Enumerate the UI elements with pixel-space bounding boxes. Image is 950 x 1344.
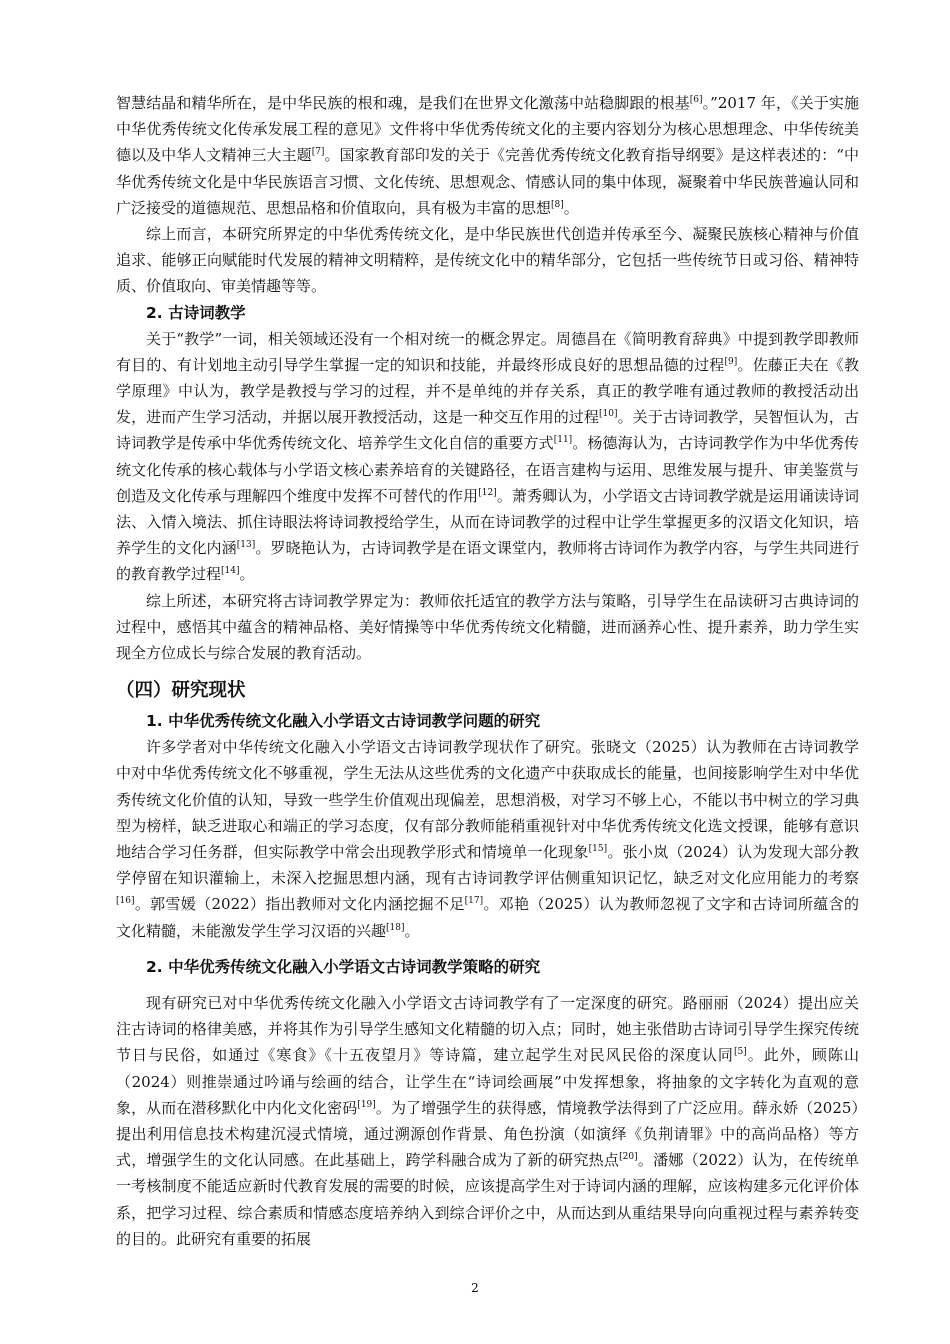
citation-superscript: [13] — [236, 540, 256, 551]
heading-poetry-teaching: 2. 古诗词教学 — [146, 303, 246, 322]
citation-superscript: [16] — [116, 896, 135, 907]
citation-superscript: [19] — [357, 1099, 376, 1110]
page-number: 2 — [471, 1281, 479, 1295]
heading-problem-research: 1. 中华优秀传统文化融入小学语文古诗词教学问题的研究 — [146, 712, 541, 731]
citation-superscript: [17] — [464, 896, 484, 907]
citation-superscript: [5] — [733, 1047, 747, 1058]
paragraph-strategy-research: 现有研究已对中华优秀传统文化融入小学语文古诗词教学有了一定深度的研究。路丽丽（2024）提出应关注古诗词的格律美感，并将其作为引导学生感知文化精髓的切入点；同时，她主张借助古诗词引导学生探究传统节日与民俗，如通过《寒食》《十五夜望月》等诗篇，建立起学生对民风民俗的深度认同[5]。此外，顾陈山（2024）则推崇通过吟诵与绘画的结合，让学生在“诗词绘画展”中发挥想象，将抽象的文字转化为直观的意象，从而在潜移默化中内化文化密码[19]。为了增强学生的获得感，情境教学法得到了广泛应用。薛永娇（2025）提出利用信息技术构建沉浸式情境，通过溯源创作背景、角色扮演（如演绎《负荆请罪》中的高尚品格）等方式，增强学生的文化认同感。在此基础上，跨学科融合成为了新的研究热点[20]。潘娜（2022）认为，在传统单一考核制度不能适应新时代教育发展的需要的时候，应该提高学生对于诗词内涵的理解，应该构建多元化评价体系，把学习过程、综合素质和情感态度培养纳入到综合评价之中，从而达到从重结果导向向重视过程与素养转变的目的。此研究有重要的拓展 — [116, 993, 859, 1248]
paragraph-problem-research: 许多学者对中华传统文化融入小学语文古诗词教学现状作了研究。张晓文（2025）认为教师在古诗词教学中对中华优秀传统文化不够重视，学生无法从这些优秀的文化遗产中获取成长的能量，也间接影响学生对中华优秀传统文化价值的认知，导致一些学生价值观出现偏差，思想消极，对学习不够上心，不能以书中树立的学习典型为榜样，缺乏进取心和端正的学习态度，仅有部分教师能稍重视针对中华优秀传统文化选文授课，能够有意识地结合学习任务群，但实际教学中常会出现教学形式和情境单一化现象[15]。张小岚（2024）认为发现大部分教学停留在知识灌输上，未深入挖掘思想内涵，现有古诗词教学评估侧重知识记忆，缺乏对文化应用能力的考察[16]。郭雪媛（2022）指出教师对文化内涵挖掘不足[17]。邓艳（2025）认为教师忽视了文字和古诗词所蕴含的文化精髓，未能激发学生学习汉语的兴趣[18]。 — [116, 738, 859, 940]
heading-strategy-research: 2. 中华优秀传统文化融入小学语文古诗词教学策略的研究 — [146, 957, 541, 976]
page-body — [116, 90, 859, 1252]
citation-superscript: [20] — [619, 1152, 638, 1163]
citation-superscript: [11] — [553, 435, 573, 446]
citation-superscript: [10] — [599, 409, 618, 420]
heading-research-status: （四）研究现状 — [116, 680, 246, 702]
citation-superscript: [12] — [478, 487, 497, 498]
citation-superscript: [15] — [588, 844, 608, 855]
citation-superscript: [8] — [551, 199, 564, 210]
citation-superscript: [6] — [689, 95, 703, 105]
paragraph-culture-summary: 综上而言，本研究所界定的中华优秀传统文化，是中华民族世代创造并传承至今、凝聚民族核心精神与价值追求、能够正向赋能时代发展的精神文明精粹，是传统文化中的精华部分，它包括一些传统节日或习俗、精神特质、价值取向、审美情趣等等。 — [116, 225, 859, 296]
citation-superscript: [9] — [724, 356, 738, 367]
citation-superscript: [14] — [221, 566, 240, 577]
citation-superscript: [18] — [386, 922, 405, 933]
citation-superscript: [7] — [311, 147, 325, 158]
paragraph-traditional-culture-definition: 智慧结晶和精华所在，是中华民族的根和魂，是我们在世界文化激荡中站稳脚跟的根基[6]。”2017 年，《关于实施中华优秀传统文化传承发展工程的意见》文件将中华优秀传统文化的主要内容划分为核心思想理念、中华传统美德以及中华人文精神三大主题[7]。国家教育部印发的关于《完善优秀传统文化教育指导纲要》是这样表述的：“中华优秀传统文化是中华民族语言习惯、文化传统、思想观念、情感认同的集中体现，凝聚着中华民族普遍认同和广泛接受的道德规范、思想品格和价值取向，具有极为丰富的思想[8]。 — [116, 94, 859, 217]
paragraph-teaching-summary: 综上所述，本研究将古诗词教学界定为：教师依托适宜的教学方法与策略，引导学生在品读研习古典诗词的过程中，感悟其中蕴含的精神品格、美好情操等中华优秀传统文化精髓，进而涵养心性、提升素养，助力学生实现全方位成长与综合发展的教育活动。 — [116, 591, 859, 663]
paragraph-teaching-definition: 关于“教学”一词，相关领域还没有一个相对统一的概念界定。周德昌在《简明教育辞典》中提到教学即教师有目的、有计划地主动引导学生掌握一定的知识和技能，并最终形成良好的思想品德的过程[9]。佐藤正夫在《教学原理》中认为，教学是教授与学习的过程，并不是单纯的并存关系，真正的教学唯有通过教师的教授活动出发，进而产生学习活动，并据以展开教授活动，这是一种交互作用的过程[10]。关于古诗词教学，吴智恒认为，古诗词教学是传承中华优秀传统文化、培养学生文化自信的重要方式[11]。杨德海认为，古诗词教学作为中华优秀传统文化传承的核心载体与小学语文核心素养培育的关键路径，在语言建构与运用、思维发展与提升、审美鉴赏与创造及文化传承与理解四个维度中发挥不可替代的作用[12]。萧秀卿认为，小学语文古诗词教学就是运用诵读诗词法、入情入境法、抓住诗眼法将诗词教授给学生，从而在诗词教学的过程中让学生掌握更多的汉语文化知识，培养学生的文化内涵[13]。罗晓艳认为，古诗词教学是在语文课堂内，教师将古诗词作为教学内容，与学生共同进行的教育教学过程[14]。 — [116, 329, 859, 584]
